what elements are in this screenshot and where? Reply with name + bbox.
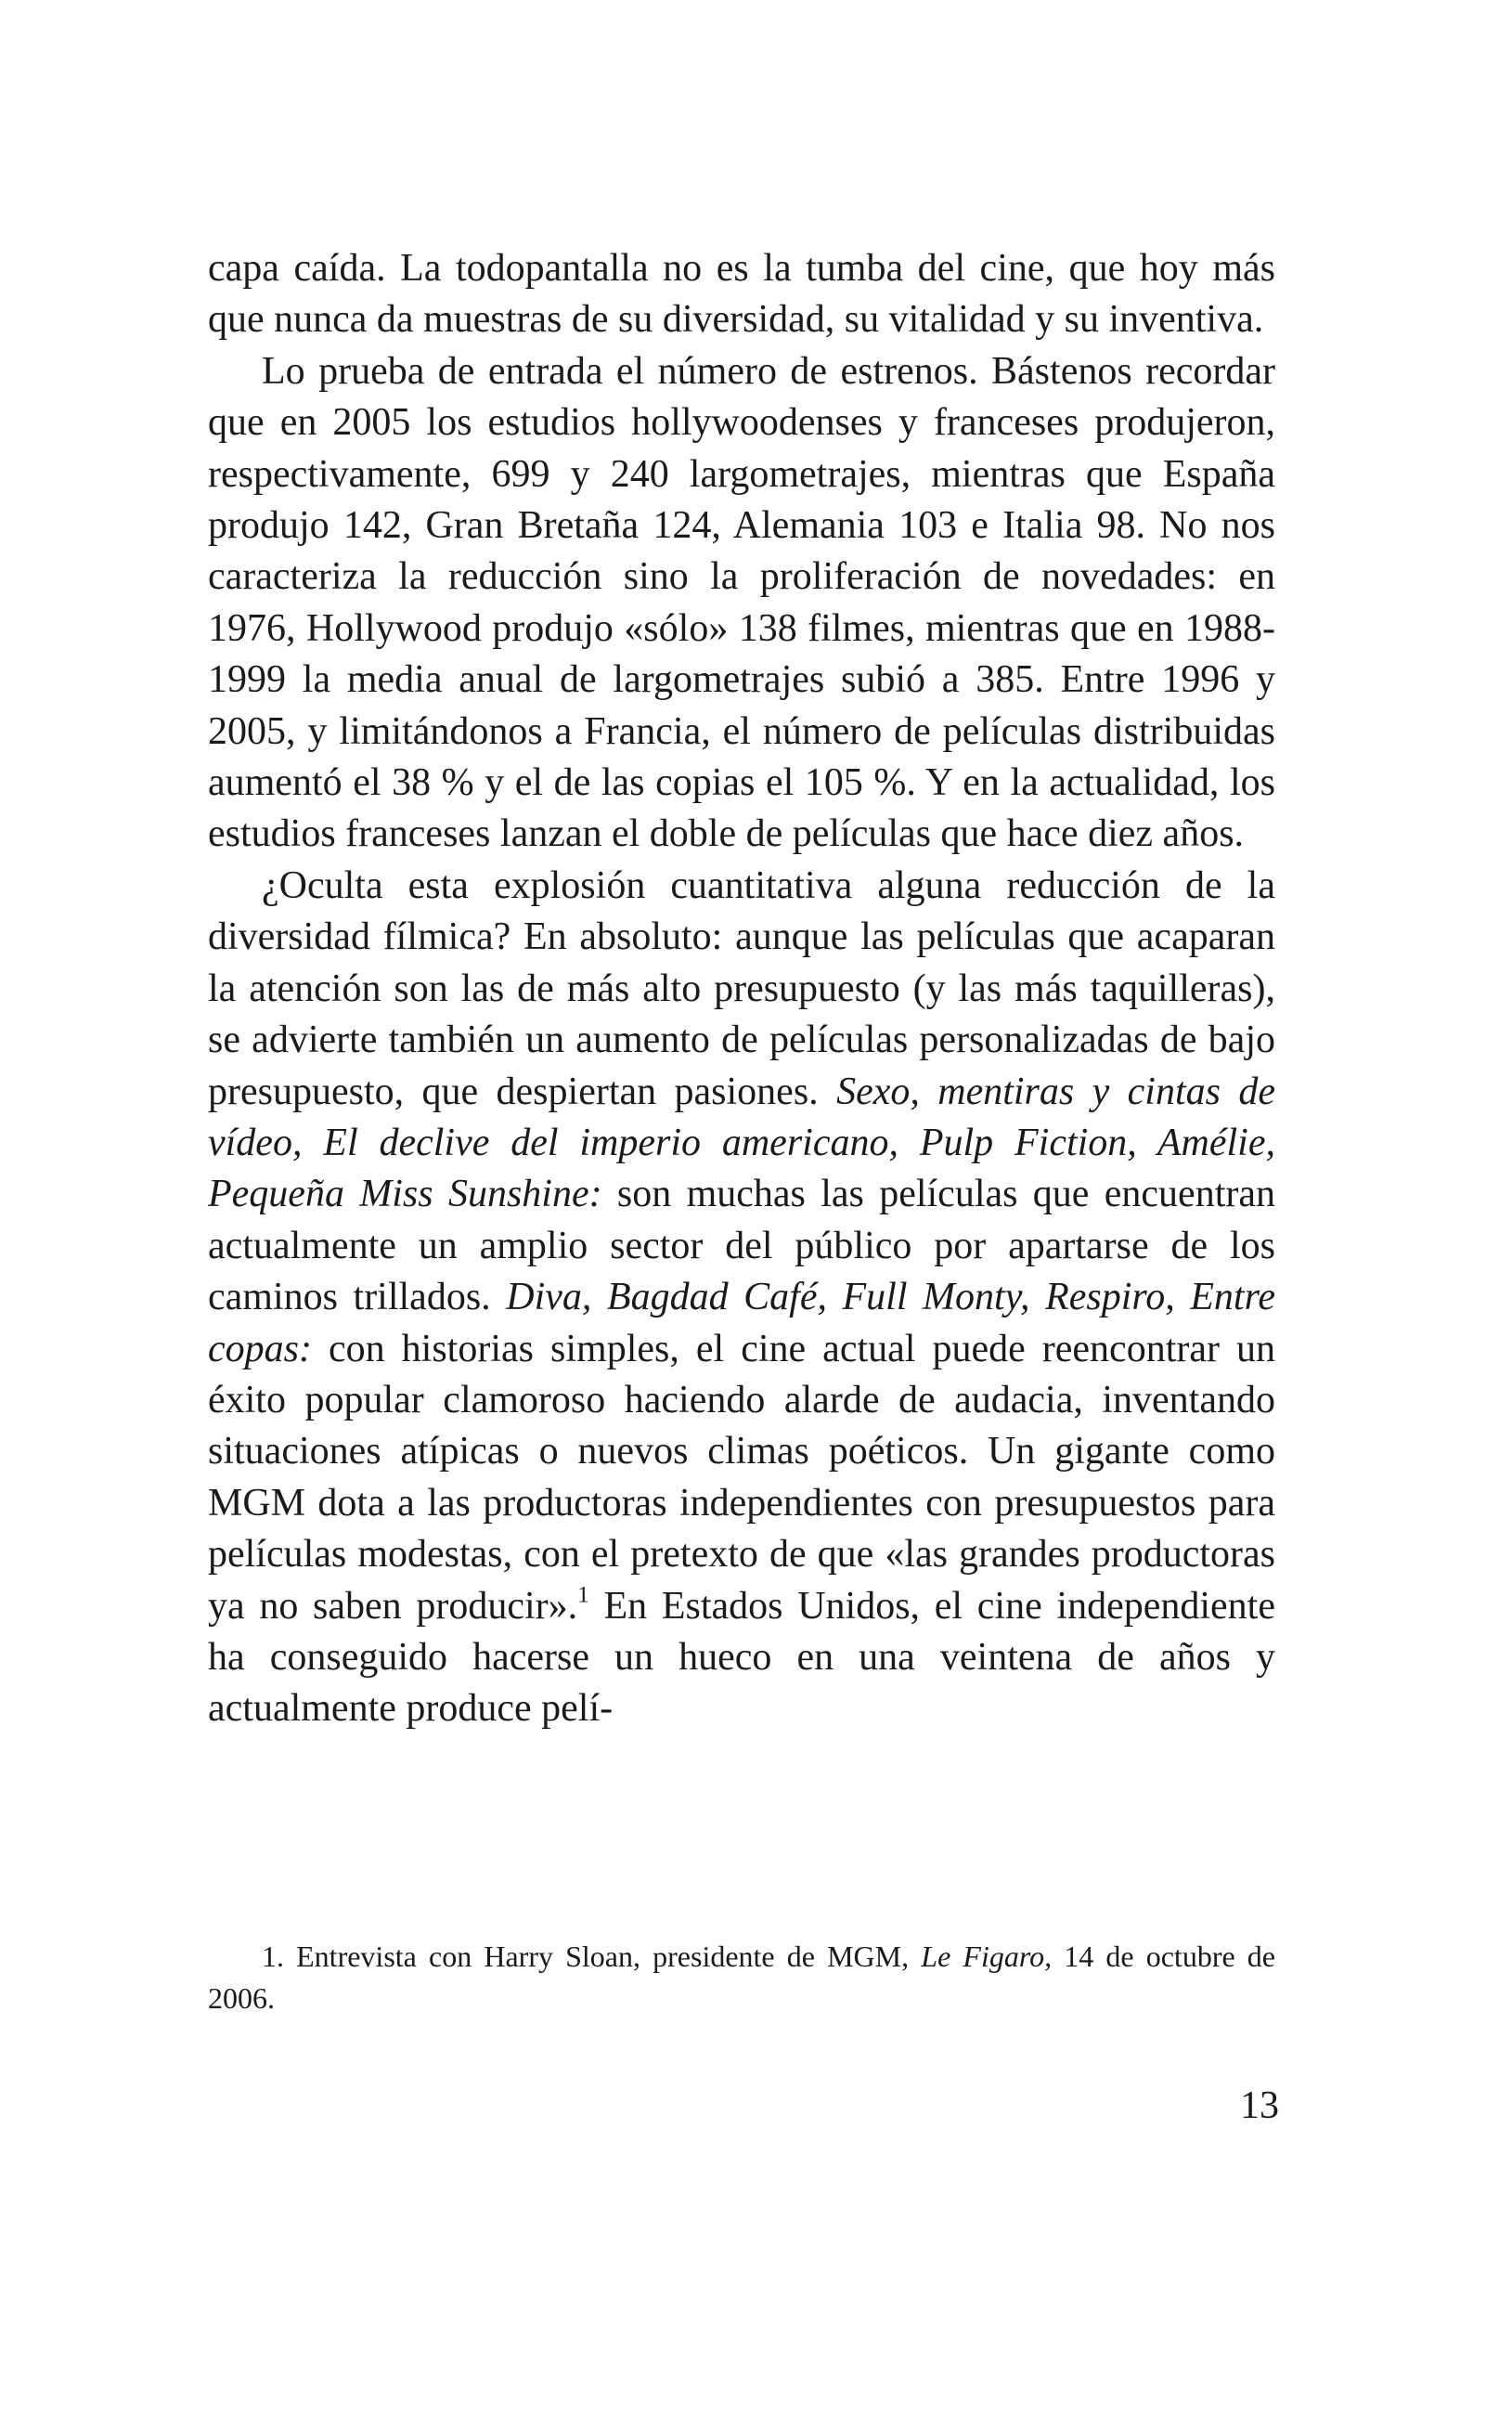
footnote-1 [208,1936,1275,2019]
film-titles-2: Diva, Bagdad Café, Full Monty, Respiro, Entre copas: [208,1276,1275,1370]
paragraph-2: Lo prueba de entrada el número de estrenos. Bástenos recordar que en 2005 los estudios hollywoodenses y franceses produjeron, respectivamente, 699 y 240 largometrajes, mientras que España produjo 142, Gran Bretaña 124, Alemania 103 e Italia 98. No nos caracteriza la reducción sino la proliferación de novedades: en 1976, Hollywood produjo «sólo» 138 filmes, mientras que en 1988-1999 la media anual de largometrajes subió a 385. Entre 1996 y 2005, y limitándonos a Francia, el número de películas distribuidas aumentó el 38 % y el de las copias el 105 %. Y en la actualidad, los estudios franceses lanzan el doble de películas que hace diez años. [208,349,1275,856]
footnote-source-title: Le Figaro, [921,1940,1053,1973]
paragraph-3-text-1: ¿Oculta esta explosión cuantitativa alguna reducción de la diversidad fílmica? En absoluto: aunque las películas que acaparan la atención son las de más alto presupuesto (y las más taquilleras), se advierte también un aumento de películas personalizadas de bajo presupuesto, que despiertan pasiones. [208,863,1275,1113]
paragraph-1: capa caída. La todopantalla no es la tumba del cine, que hoy más que nunca da muestras de su diversidad, su vitalidad y su inventiva. [208,247,1275,342]
film-titles-1: Sexo, mentiras y cintas de vídeo, El declive del imperio americano, Pulp Fiction, Amélie, Pequeña Miss Sunshine: [208,1070,1275,1216]
paragraph-3 [208,861,1275,1735]
page-number: 13 [1240,2084,1279,2127]
paragraph-3-text-3: con historias simples, el cine actual puede reencontrar un éxito popular clamoroso haciendo alarde de audacia, inventando situaciones atípicas o nuevos climas poéticos. Un gigante como MGM dota a las productoras independientes con presupuestos para películas modestas, con el pretexto de que «las grandes productoras ya no saben producir». [208,1327,1275,1628]
main-text [208,243,1275,1735]
footnote-reference: 1 [577,1581,589,1607]
paragraph-3-text-4: En Estados Unidos, el cine independiente ha conseguido hacerse un hueco en una veintena de años y actualmente produce pelí- [208,1584,1275,1731]
footnote [208,1936,1275,2019]
paragraph-3-text-2: son muchas las películas que encuentran actualmente un amplio sector del público por apartarse de los caminos trillados. [208,1173,1275,1319]
footnote-text-1: 1. Entrevista con Harry Sloan, presidente de MGM, [262,1940,922,1973]
footnote-text-2: 14 de octubre de 2006. [208,1940,1276,2015]
